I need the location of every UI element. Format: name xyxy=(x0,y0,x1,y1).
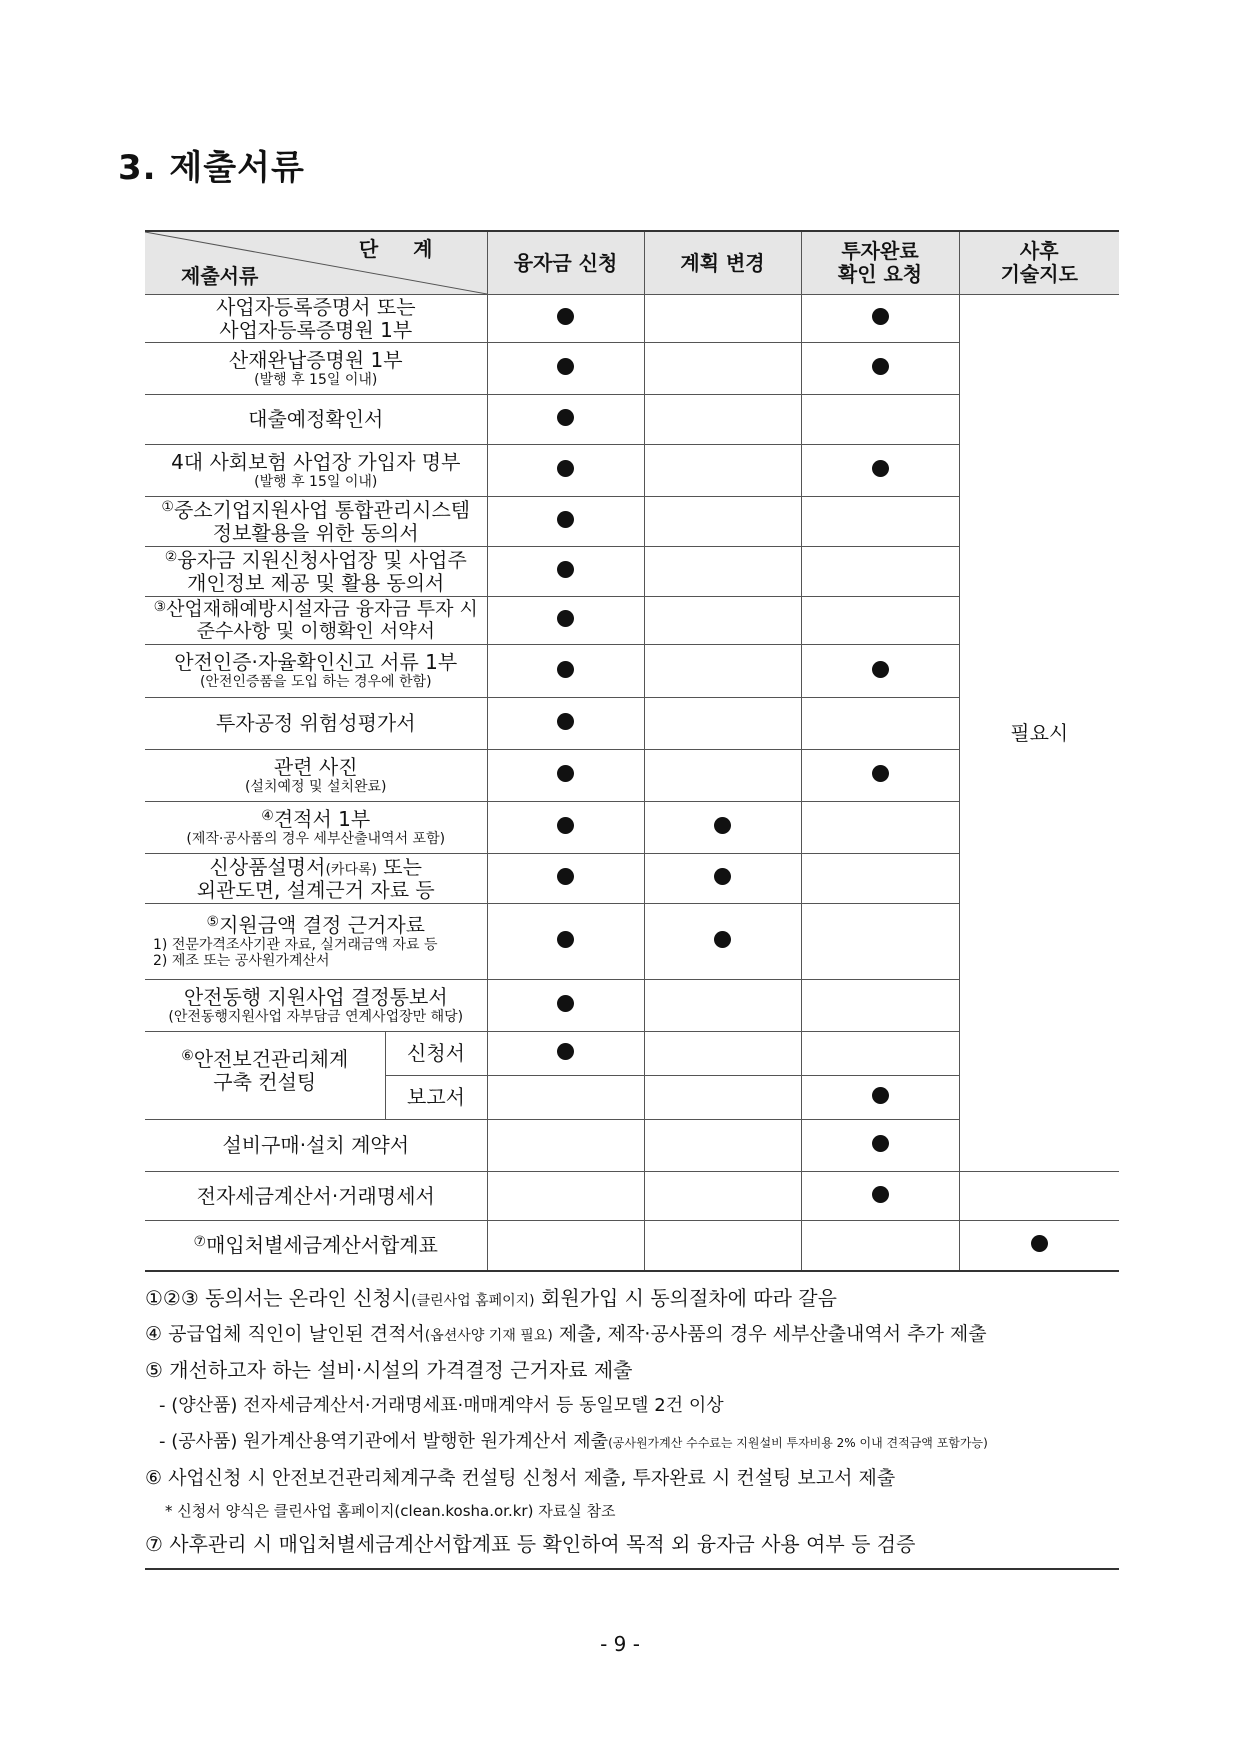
doc-name: ③산업재해예방시설자금 융자금 투자 시 준수사항 및 이행확인 서약서 xyxy=(145,597,487,645)
doc-name: 설비구매·설치 계약서 xyxy=(145,1120,487,1172)
doc-name: 안전인증·자율확인신고 서류 1부 (안전인증품을 도입 하는 경우에 한함) xyxy=(145,645,487,698)
note-consent: ①②③ 동의서는 온라인 신청시(클린사업 홈페이지) 회원가입 시 동의절차에 따라 갈음 xyxy=(145,1286,837,1310)
header-followup-guidance: 사후 기술지도 xyxy=(959,231,1119,295)
required-dot-icon xyxy=(872,308,889,325)
required-dot-icon xyxy=(557,765,574,782)
table-header-row xyxy=(145,231,1119,295)
footnotes xyxy=(145,1280,1119,1562)
required-dot-icon xyxy=(557,931,574,948)
required-dot-icon xyxy=(557,661,574,678)
doc-name: ④견적서 1부 (제작·공사품의 경우 세부산출내역서 포함) xyxy=(145,802,487,854)
required-dot-icon xyxy=(557,511,574,528)
required-dot-icon xyxy=(714,931,731,948)
table-row xyxy=(145,295,1119,343)
required-dot-icon xyxy=(557,460,574,477)
required-dot-icon xyxy=(557,995,574,1012)
header-documents-label: 제출서류 xyxy=(181,264,259,288)
required-dot-icon xyxy=(557,308,574,325)
required-dot-icon xyxy=(557,561,574,578)
plan-mark xyxy=(644,295,801,343)
required-dot-icon xyxy=(872,661,889,678)
required-dot-icon xyxy=(557,409,574,426)
page-title: 3. 제출서류 xyxy=(118,148,305,188)
doc-name: 4대 사회보험 사업장 가입자 명부 (발행 후 15일 이내) xyxy=(145,445,487,497)
required-dot-icon xyxy=(557,358,574,375)
required-dot-icon xyxy=(872,460,889,477)
required-dot-icon xyxy=(557,868,574,885)
required-dot-icon xyxy=(557,817,574,834)
doc-name: 신상품설명서(카다록) 또는 외관도면, 설계근거 자료 등 xyxy=(145,854,487,904)
doc-name: 사업자등록증명서 또는 사업자등록증명원 1부 xyxy=(145,295,487,343)
doc-name: ⑥안전보건관리체계 구축 컨설팅 xyxy=(145,1032,385,1120)
completion-mark xyxy=(801,295,959,343)
note-form-reference: * 신청서 양식은 클린사업 홈페이지(clean.kosha.or.kr) 자료실 참조 xyxy=(165,1502,616,1520)
as-needed-cell: 필요시 xyxy=(959,295,1119,1172)
bottom-rule xyxy=(145,1568,1119,1570)
doc-name: 안전동행 지원사업 결정통보서 (안전동행지원사업 자부담금 연계사업장만 해당) xyxy=(145,980,487,1032)
doc-name: ⑦매입처별세금계산서합계표 xyxy=(145,1221,487,1271)
doc-name: 관련 사진 (설치예정 및 설치완료) xyxy=(145,750,487,802)
required-dot-icon xyxy=(872,1087,889,1104)
note-verification: ⑦ 사후관리 시 매입처별세금계산서합계표 등 확인하여 목적 외 융자금 사용 여부 등 검증 xyxy=(145,1532,916,1556)
table-row xyxy=(145,1221,1119,1271)
required-dot-icon xyxy=(1031,1235,1048,1252)
table-row xyxy=(145,1172,1119,1221)
page-number: - 9 - xyxy=(600,1632,640,1656)
required-dot-icon xyxy=(557,1043,574,1060)
loan-mark xyxy=(487,295,644,343)
required-dot-icon xyxy=(872,358,889,375)
header-completion-check: 투자완료 확인 요청 xyxy=(801,231,959,295)
doc-subtype-report: 보고서 xyxy=(385,1076,487,1120)
required-dot-icon xyxy=(557,713,574,730)
required-dot-icon xyxy=(714,868,731,885)
header-loan-application: 융자금 신청 xyxy=(487,231,644,295)
header-corner-cell xyxy=(145,231,487,295)
doc-subtype-application: 신청서 xyxy=(385,1032,487,1076)
doc-name: ②융자금 지원신청사업장 및 사업주 개인정보 제공 및 활용 동의서 xyxy=(145,547,487,597)
required-dot-icon xyxy=(872,1135,889,1152)
doc-name: ①중소기업지원사업 통합관리시스템 정보활용을 위한 동의서 xyxy=(145,497,487,547)
doc-name: 전자세금계산서·거래명세서 xyxy=(145,1172,487,1221)
doc-name: 대출예정확인서 xyxy=(145,395,487,445)
documents-table xyxy=(145,230,1119,1272)
note-construction-product: - (공사품) 원가계산용역기관에서 발행한 원가계산서 제출(공사원가계산 수수료는 지원설비 투자비용 2% 이내 견적금액 포함가능) xyxy=(159,1431,988,1452)
note-price-basis: ⑤ 개선하고자 하는 설비·시설의 가격결정 근거자료 제출 xyxy=(145,1358,633,1382)
required-dot-icon xyxy=(714,817,731,834)
note-consulting: ⑥ 사업신청 시 안전보건관리체계구축 컨설팅 신청서 제출, 투자완료 시 컨설팅 보고서 제출 xyxy=(145,1467,896,1489)
doc-name: ⑤지원금액 결정 근거자료 1) 전문가격조사기관 자료, 실거래금액 자료 등 2) 제조 또는 공사원가계산서 xyxy=(145,904,487,980)
required-dot-icon xyxy=(872,765,889,782)
doc-name: 투자공정 위험성평가서 xyxy=(145,698,487,750)
header-stage-label: 단 계 xyxy=(358,237,447,261)
header-plan-change: 계획 변경 xyxy=(644,231,801,295)
note-quotation: ④ 공급업체 직인이 날인된 견적서(옵션사양 기재 필요) 제출, 제작·공사품의 경우 세부산출내역서 추가 제출 xyxy=(145,1323,987,1345)
doc-name: 산재완납증명원 1부 (발행 후 15일 이내) xyxy=(145,343,487,395)
note-mass-product: - (양산품) 전자세금계산서·거래명세표·매매계약서 등 동일모델 2건 이상 xyxy=(159,1395,724,1416)
required-dot-icon xyxy=(557,610,574,627)
required-dot-icon xyxy=(872,1186,889,1203)
